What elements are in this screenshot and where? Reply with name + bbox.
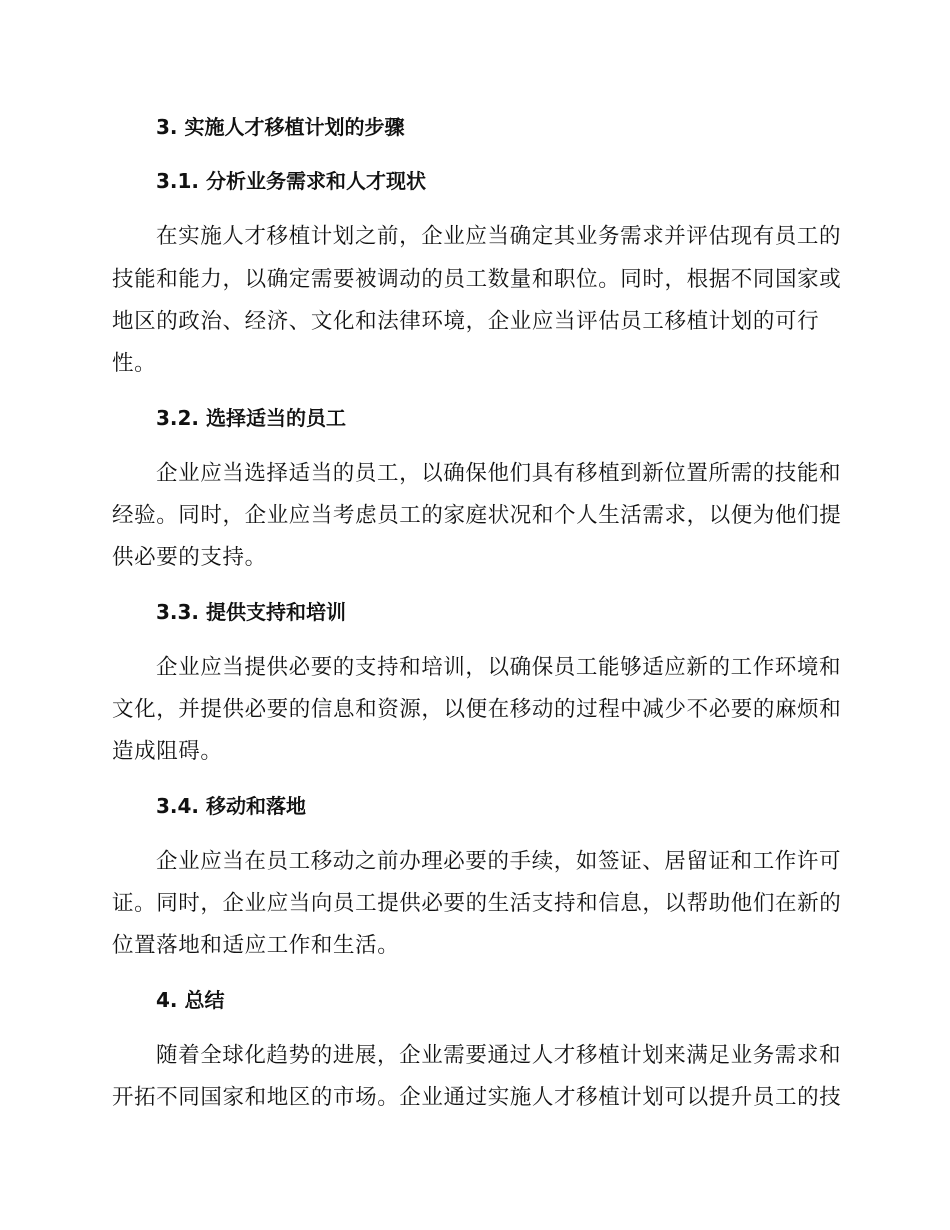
section-heading-3-3: 3.3. 提供支持和培训: [156, 600, 346, 624]
paragraph-line: 企业应当选择适当的员工，以确保他们具有移植到新位置所需的技能和: [156, 461, 842, 486]
paragraph-line: 性。: [112, 351, 157, 376]
paragraph-line: 技能和能力，以确定需要被调动的员工数量和职位。同时，根据不同国家或: [112, 267, 842, 292]
paragraph-line: 文化，并提供必要的信息和资源，以便在移动的过程中减少不必要的麻烦和: [112, 697, 842, 722]
paragraph-line: 位置落地和适应工作和生活。: [112, 933, 400, 958]
paragraph-line: 地区的政治、经济、文化和法律环境，企业应当评估员工移植计划的可行: [112, 309, 820, 334]
section-heading-3-2: 3.2. 选择适当的员工: [156, 406, 346, 430]
paragraph-line: 企业应当提供必要的支持和培训，以确保员工能够适应新的工作环境和: [156, 655, 842, 680]
section-heading-3-4: 3.4. 移动和落地: [156, 794, 306, 818]
paragraph-line: 随着全球化趋势的进展，企业需要通过人才移植计划来满足业务需求和: [156, 1043, 842, 1068]
section-heading-3: 3. 实施人才移植计划的步骤: [156, 115, 405, 139]
section-heading-4: 4. 总结: [156, 988, 225, 1012]
paragraph-line: 企业应当在员工移动之前办理必要的手续，如签证、居留证和工作许可: [156, 849, 842, 874]
paragraph-line: 开拓不同国家和地区的市场。企业通过实施人才移植计划可以提升员工的技: [112, 1085, 842, 1110]
paragraph-line: 在实施人才移植计划之前，企业应当确定其业务需求并评估现有员工的: [156, 224, 842, 249]
paragraph-line: 供必要的支持。: [112, 545, 267, 570]
section-heading-3-1: 3.1. 分析业务需求和人才现状: [156, 169, 426, 193]
paragraph-line: 证。同时，企业应当向员工提供必要的生活支持和信息，以帮助他们在新的: [112, 891, 842, 916]
paragraph-line: 造成阻碍。: [112, 739, 223, 764]
paragraph-line: 经验。同时，企业应当考虑员工的家庭状况和个人生活需求，以便为他们提: [112, 503, 842, 528]
